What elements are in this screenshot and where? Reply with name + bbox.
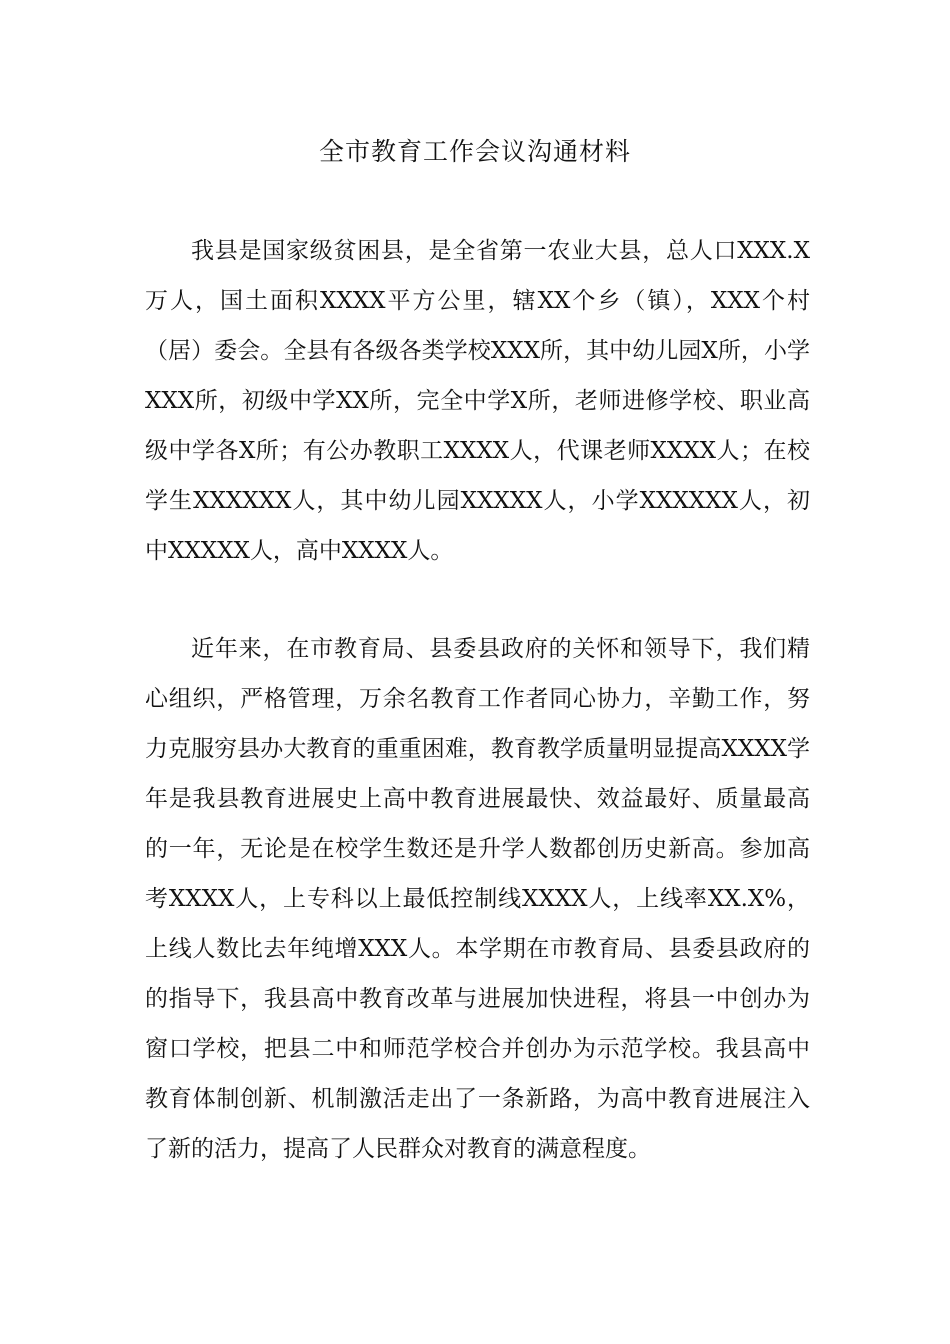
document-title: 全市教育工作会议沟通材料 — [318, 137, 631, 166]
paragraph-education-achievements: 近年来，在市教育局、县委县政府的关怀和领导下，我们精心组织，严格管理，万余名教育工作者同心协力，辛勤工作，努力克服穷县办大教育的重重困难，教育教学质量明显提高XXXX学年是我县教育进展史上高中教育进展最快、效益最好、质量最高的一年，无论是在校学生数还是升学人数都创历史新高。参加高考XXXX人，上专科以上最低控制线XXXX人，上线率XX.X%，上线人数比去年纯增XXX人。本学期在市教育局、县委县政府的的指导下，我县高中教育改革与进展加快进程，将县一中创办为窗口学校，把县二中和师范学校合并创办为示范学校。我县高中教育体制创新、机制激活走出了一条新路，为高中教育进展注入了新的活力，提高了人民群众对教育的满意程度。 — [145, 636, 810, 1162]
paragraph-county-overview: 我县是国家级贫困县，是全省第一农业大县，总人口XXX.X万人，国土面积XXXX平方公里，辖XX个乡（镇），XXX个村（居）委会。全县有各级各类学校XXX所，其中幼儿园X所，小学XXX所，初级中学XX所，完全中学X所，老师进修学校、职业高级中学各X所；有公办教职工XXXX人，代课老师XXXX人；在校学生XXXXXX人，其中幼儿园XXXXX人，小学XXXXXX人，初中XXXXX人，高中XXXX人。 — [145, 238, 810, 564]
